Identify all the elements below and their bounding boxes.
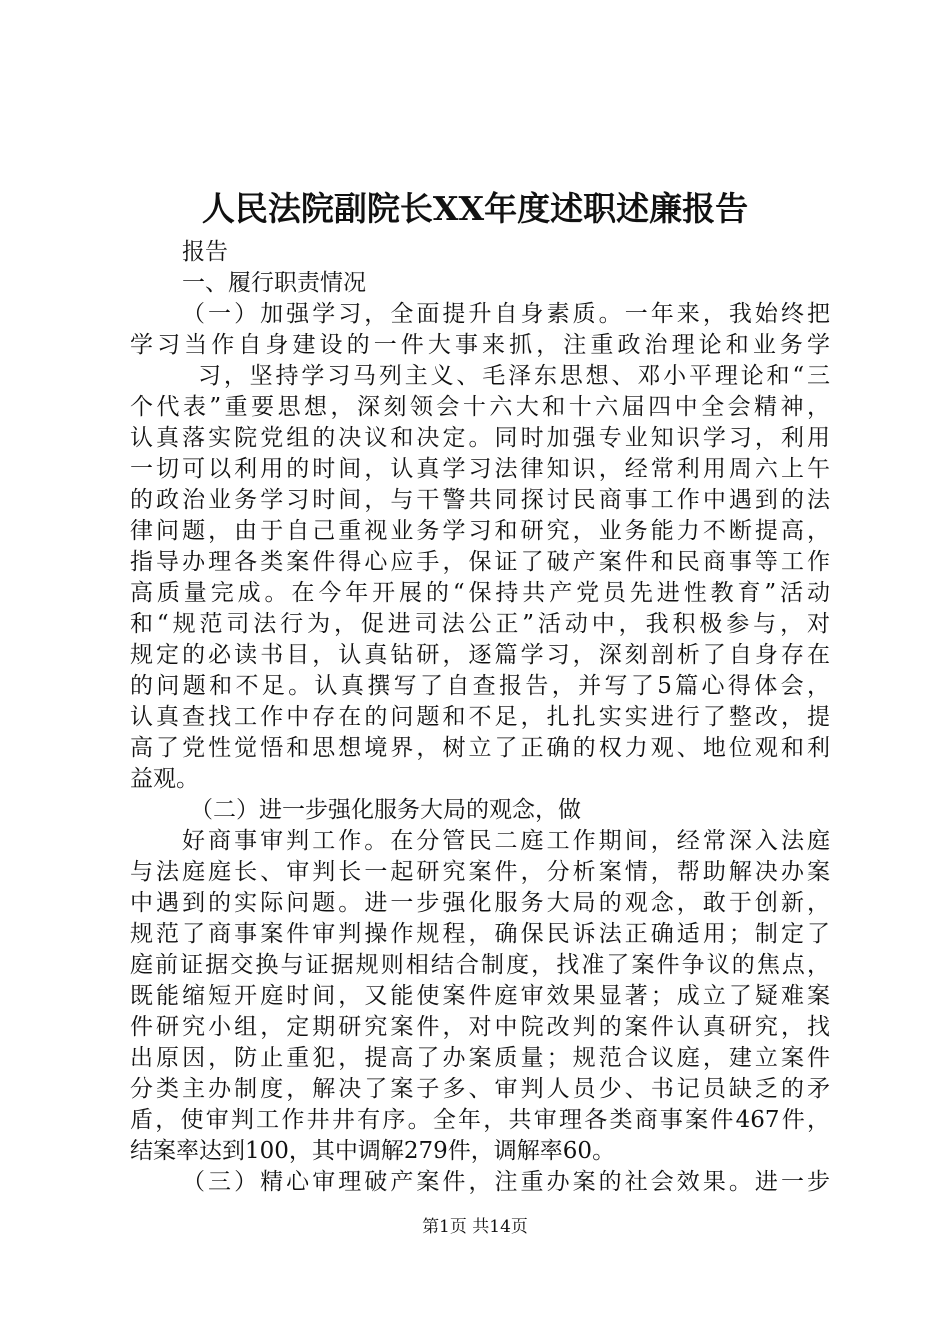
text-line: 分类主办制度，解决了案子多、审判人员少、书记员缺乏的矛 [130,1076,830,1102]
text-line: 规定的必读书目，认真钻研，逐篇学习，深刻剖析了自身存在 [130,642,830,668]
text-line: 庭前证据交换与证据规则相结合制度，找准了案件争议的焦点， [130,952,830,978]
text-line: 习，坚持学习马列主义、毛泽东思想、邓小平理论和“三 [198,363,830,389]
text-line: 件研究小组，定期研究案件，对中院改判的案件认真研究，找 [130,1014,830,1040]
text-line: 益观。 [130,766,199,792]
text-line: 规范了商事案件审判操作规程，确保民诉法正确适用；制定了 [130,921,830,947]
text-line: 结案率达到100，其中调解279件，调解率60。 [130,1138,616,1164]
text-line: 律问题，由于自己重视业务学习和研究，业务能力不断提高， [130,518,830,544]
text-line: 既能缩短开庭时间，又能使案件庭审效果显著；成立了疑难案 [130,983,830,1009]
section-heading: 一、履行职责情况 [182,270,366,296]
text-line: 的政治业务学习时间，与干警共同探讨民商事工作中遇到的法 [130,487,830,513]
text-line: 报告 [182,239,228,265]
document-title: 人民法院副院长XX年度述职述廉报告 [201,189,749,228]
text-line: 好商事审判工作。在分管民二庭工作期间，经常深入法庭 [182,828,830,854]
text-line: 学习当作自身建设的一件大事来抓，注重政治理论和业务学 [130,332,830,358]
text-line: 一切可以利用的时间，认真学习法律知识，经常利用周六上午 [130,456,830,482]
text-line: 的问题和不足。认真撰写了自查报告，并写了5篇心得体会， [130,673,830,699]
text-line: （二）进一步强化服务大局的观念，做 [190,797,581,823]
text-line: 和“规范司法行为，促进司法公正”活动中，我积极参与，对 [130,611,830,637]
document-body [130,237,830,1198]
text-line: 高了党性觉悟和思想境界，树立了正确的权力观、地位观和利 [130,735,830,761]
text-line: 中遇到的实际问题。进一步强化服务大局的观念，敢于创新， [130,890,830,916]
page-number: 第1页 共14页 [422,1217,528,1237]
text-line: 盾，使审判工作井井有序。全年，共审理各类商事案件467件， [130,1107,830,1133]
text-line: （一）加强学习，全面提升自身素质。一年来，我始终把 [182,301,830,327]
text-line: 指导办理各类案件得心应手，保证了破产案件和民商事等工作 [130,549,830,575]
text-line: 个代表”重要思想，深刻领会十六大和十六届四中全会精神， [130,394,830,420]
text-line: 出原因，防止重犯，提高了办案质量；规范合议庭，建立案件 [130,1045,830,1071]
text-line: （三）精心审理破产案件，注重办案的社会效果。进一步 [182,1169,830,1195]
text-line: 与法庭庭长、审判长一起研究案件，分析案情，帮助解决办案 [130,859,830,885]
text-line: 认真查找工作中存在的问题和不足，扎扎实实进行了整改，提 [130,704,830,730]
text-line: 认真落实院党组的决议和决定。同时加强专业知识学习，利用 [130,425,830,451]
text-line: 高质量完成。在今年开展的“保持共产党员先进性教育”活动 [130,580,830,606]
